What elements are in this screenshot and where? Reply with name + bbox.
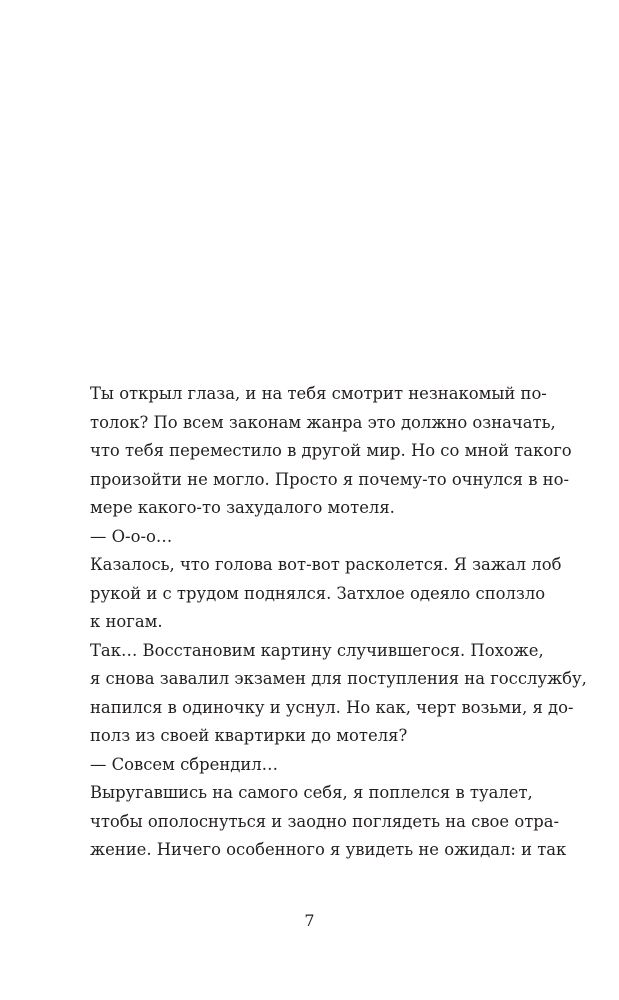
dialogue-line: — Совсем сбрендил… bbox=[90, 754, 279, 774]
text-line: Казалось, что голова вот-вот расколется. Я зажал лоб bbox=[90, 555, 562, 574]
dialogue-line: — О-о-о… bbox=[90, 526, 173, 546]
text-line: к ногам. bbox=[90, 612, 163, 631]
text-line: толок? По всем законам жанра это должно означать, bbox=[90, 412, 556, 432]
text-line: полз из своей квартирки до мотеля? bbox=[90, 726, 408, 745]
text-line: Выругавшись на самого себя, я поплелся в туалет, bbox=[90, 783, 533, 802]
text-line: произойти не могло. Просто я почему-то очнулся в но- bbox=[90, 469, 570, 489]
text-line: мере какого-то захудалого мотеля. bbox=[90, 498, 395, 517]
body-text bbox=[90, 380, 587, 865]
text-line: Так… Восстановим картину случившегося. Похоже, bbox=[90, 640, 544, 660]
text-line: Ты открыл глаза, и на тебя смотрит незнакомый по- bbox=[90, 384, 547, 403]
text-line: рукой и с трудом поднялся. Затхлое одеяло сползло bbox=[90, 583, 546, 603]
text-line: я снова завалил экзамен для поступления на госслужбу, bbox=[90, 669, 587, 688]
text-line: что тебя переместило в другой мир. Но со мной такого bbox=[90, 441, 572, 460]
text-line: жение. Ничего особенного я увидеть не ожидал: и так bbox=[90, 840, 567, 859]
text-line: напился в одиночку и уснул. Но как, черт возьми, я до- bbox=[90, 697, 574, 717]
text-line: чтобы ополоснуться и заодно поглядеть на свое отра- bbox=[90, 811, 560, 831]
page-number: 7 bbox=[304, 911, 315, 930]
